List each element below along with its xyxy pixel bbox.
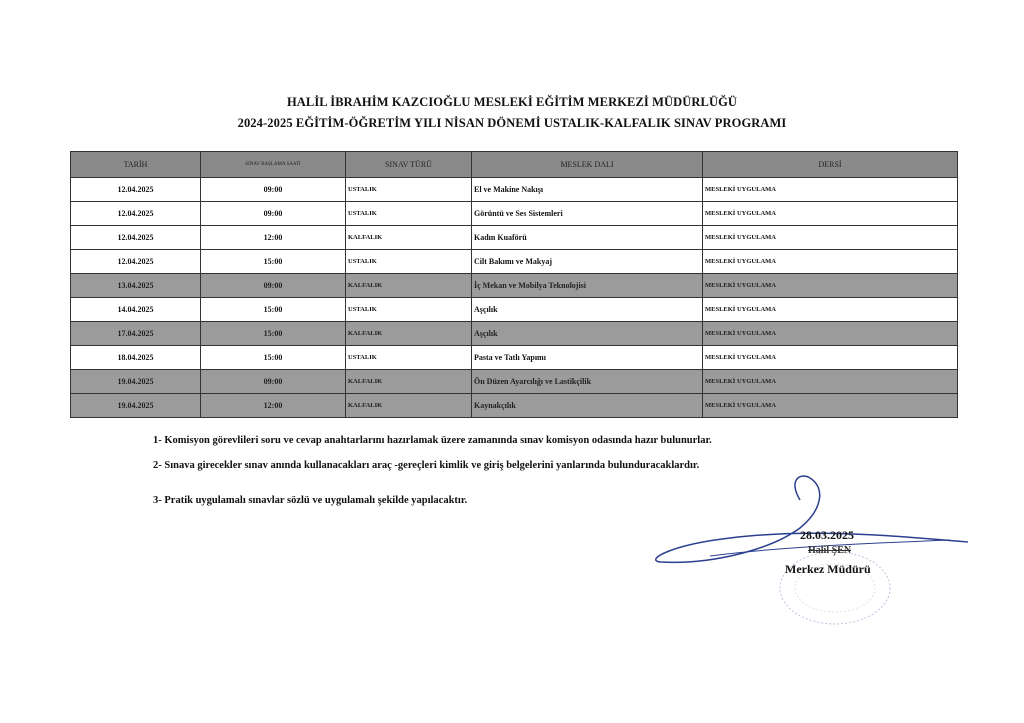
cell-exam-type: USTALIK <box>346 346 472 370</box>
cell-time: 09:00 <box>201 370 346 394</box>
table-row <box>71 346 958 370</box>
cell-exam-type: KALFALIK <box>346 370 472 394</box>
cell-exam-type: USTALIK <box>346 298 472 322</box>
table-row <box>71 298 958 322</box>
cell-exam-type: USTALIK <box>346 178 472 202</box>
table-row <box>71 394 958 418</box>
cell-course: MESLEKİ UYGULAMA <box>703 250 958 274</box>
cell-exam-type: USTALIK <box>346 250 472 274</box>
cell-time: 12:00 <box>201 226 346 250</box>
cell-exam-type: KALFALIK <box>346 322 472 346</box>
table-row <box>71 250 958 274</box>
cell-course: MESLEKİ UYGULAMA <box>703 298 958 322</box>
document-subtitle: 2024-2025 EĞİTİM-ÖĞRETİM YILI NİSAN DÖNEMİ USTALIK-KALFALIK SINAV PROGRAMI <box>237 116 787 130</box>
table-row <box>71 322 958 346</box>
cell-date: 12.04.2025 <box>71 178 201 202</box>
note-1: 1- Komisyon görevlileri soru ve cevap anahtarlarını hazırlamak üzere zamanında sınav komisyon odasında hazır bulunurlar. <box>153 435 712 446</box>
cell-exam-type: USTALIK <box>346 202 472 226</box>
cell-course: MESLEKİ UYGULAMA <box>703 226 958 250</box>
cell-course: MESLEKİ UYGULAMA <box>703 178 958 202</box>
cell-date: 19.04.2025 <box>71 370 201 394</box>
header-branch: MESLEK DALI <box>472 152 703 178</box>
cell-time: 09:00 <box>201 178 346 202</box>
cell-branch: İç Mekan ve Mobilya Teknolojisi <box>472 274 703 298</box>
cell-date: 14.04.2025 <box>71 298 201 322</box>
table-row <box>71 178 958 202</box>
cell-time: 15:00 <box>201 298 346 322</box>
cell-time: 09:00 <box>201 202 346 226</box>
cell-date: 12.04.2025 <box>71 250 201 274</box>
cell-exam-type: KALFALIK <box>346 274 472 298</box>
table-row <box>71 274 958 298</box>
cell-time: 15:00 <box>201 250 346 274</box>
cell-branch: Kadın Kuaförü <box>472 226 703 250</box>
header-course: DERSİ <box>703 152 958 178</box>
cell-date: 12.04.2025 <box>71 226 201 250</box>
cell-time: 09:00 <box>201 274 346 298</box>
table-header-row <box>71 152 958 178</box>
note-2: 2- Sınava girecekler sınav anında kullanacakları araç -gereçleri kimlik ve giriş belgelerini yanlarında bulunduracaklardır. <box>153 460 700 471</box>
cell-course: MESLEKİ UYGULAMA <box>703 202 958 226</box>
table-row <box>71 202 958 226</box>
cell-time: 12:00 <box>201 394 346 418</box>
cell-branch: Kaynakçılık <box>472 394 703 418</box>
cell-branch: Görüntü ve Ses Sistemleri <box>472 202 703 226</box>
cell-branch: Cilt Bakımı ve Makyaj <box>472 250 703 274</box>
cell-course: MESLEKİ UYGULAMA <box>703 370 958 394</box>
cell-time: 15:00 <box>201 322 346 346</box>
cell-date: 12.04.2025 <box>71 202 201 226</box>
cell-branch: Ön Düzen Ayarcılığı ve Lastikçilik <box>472 370 703 394</box>
exam-schedule-table <box>70 151 958 418</box>
document-title: HALİL İBRAHİM KAZCIOĞLU MESLEKİ EĞİTİM MERKEZİ MÜDÜRLÜĞÜ <box>286 95 738 109</box>
cell-exam-type: KALFALIK <box>346 226 472 250</box>
cell-course: MESLEKİ UYGULAMA <box>703 274 958 298</box>
cell-date: 19.04.2025 <box>71 394 201 418</box>
signature-date: 28.03.2025 <box>800 528 854 542</box>
header-start-time: SINAV BAŞLAMA SAATİ <box>201 152 346 178</box>
table-row <box>71 370 958 394</box>
cell-course: MESLEKİ UYGULAMA <box>703 322 958 346</box>
cell-course: MESLEKİ UYGULAMA <box>703 346 958 370</box>
table-row <box>71 226 958 250</box>
cell-course: MESLEKİ UYGULAMA <box>703 394 958 418</box>
cell-branch: Pasta ve Tatlı Yapımı <box>472 346 703 370</box>
signatory-name: Halil ŞEN <box>808 545 852 556</box>
signatory-title: Merkez Müdürü <box>785 562 871 576</box>
table-body <box>71 178 958 418</box>
cell-date: 17.04.2025 <box>71 322 201 346</box>
header-exam-type: SINAV TÜRÜ <box>346 152 472 178</box>
cell-branch: Aşçılık <box>472 322 703 346</box>
cell-branch: Aşçılık <box>472 298 703 322</box>
cell-exam-type: KALFALIK <box>346 394 472 418</box>
cell-date: 18.04.2025 <box>71 346 201 370</box>
cell-branch: El ve Makine Nakışı <box>472 178 703 202</box>
note-3: 3- Pratik uygulamalı sınavlar sözlü ve uygulamalı şekilde yapılacaktır. <box>153 495 468 506</box>
header-date: TARİH <box>71 152 201 178</box>
cell-time: 15:00 <box>201 346 346 370</box>
cell-date: 13.04.2025 <box>71 274 201 298</box>
